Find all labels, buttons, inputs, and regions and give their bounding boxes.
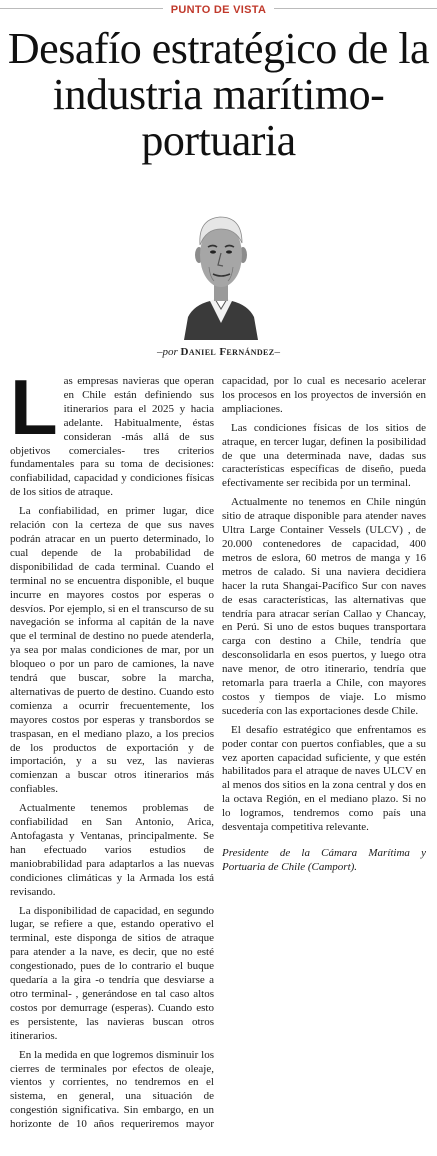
byline bbox=[0, 346, 437, 358]
author-signature: Presidente de la Cámara Marítima y Portuaria de Chile (Camport). bbox=[222, 847, 426, 873]
paragraph-7: Actualmente no tenemos en Chile ningún sitio de atraque disponible para atender naves Ultra Large Container Vessels (ULCV) , de 20.000 contenedores de capacidad, 400 metros de eslora, 60 metros de manga y 16 metros de calado. Si una naviera decidiera hacer la ruta Shangai-Pacífico Sur con naves de esas características, las alternativas que tendría para atracar serían Callao y Chancay, en Perú. Si uno de estos buques transportara carga con destino a Chile, tendría que desconsolidarla en esos puertos, y luego otra nave menor, de otro itinerario, tendría que retomarla para traerla a Chile, con mayores costos y tiempos de viaje. Lo mismo sucedería con las exportaciones desde Chile. bbox=[222, 496, 426, 717]
section-kicker bbox=[0, 0, 437, 18]
paragraph-8: El desafío estratégico que enfrentamos es poder contar con puertos confiables, que a su vez aporten capacidad suficiente, y que estén habilitados para el atraque de naves ULCV en al menos dos sitios en la zona central y dos en la octava Región, en el mediano plazo. Si no lo logramos, tendremos como país una desventaja competitiva relevante. bbox=[222, 723, 426, 834]
paragraph-4: La disponibilidad de capacidad, en segundo lugar, se refiere a que, estando operativo el terminal, este disponga de sitios de atraque para atender a la nave, es decir, que no esté congestionado, pues de lo contrario el buque quedaría a la gira -o tendría que desviarse a otro terminal- , generándose en tal caso altos costos por demurrage (esperas). Cuando esto es persistente, las navieras buscan otros itinerarios. bbox=[10, 904, 214, 1042]
section-label: PUNTO DE VISTA bbox=[163, 4, 274, 16]
paragraph-1: Las empresas navieras que operan en Chile están definiendo sus itinerarios para el 2025 y hacia adelante. Habitualmente, éstas consideran -más allá de sus objetivos comerciales- tres criterios fundamentales para su toma de decisiones: confiabilidad, capacidad y condiciones físicas de los sitios de atraque. bbox=[10, 363, 214, 499]
paragraph-5: En la medida en que logremos disminuir los cierres de terminales por efectos de oleaje, vientos y corrientes, no tendremos en el sistema, en general, una situación de congestión significativa. Sin embargo, en un horizonte de 10 años requeriremos mayor capacidad, por lo cual es necesario acelerar los procesos en los proyectos de inversión en ampliaciones. bbox=[10, 375, 426, 1131]
author-name: Daniel Fernández bbox=[180, 346, 275, 358]
article-body bbox=[10, 363, 426, 1145]
author-portrait bbox=[180, 205, 262, 340]
byline-prefix: –por bbox=[156, 346, 178, 358]
paragraph-6: Las condiciones físicas de los sitios de atraque, en tercer lugar, definen la posibilidad de que una determinada nave, dadas sus características específicas de diseño, pueda efectivamente ser recibida por un terminal. bbox=[222, 421, 426, 490]
paragraph-3: Actualmente tenemos problemas de confiabilidad en San Antonio, Arica, Antofagasta y Ventanas, principalmente. Se han efectuado varios estudios de maniobrabilidad para adaptarlos a las nuevas condiciones climáticas y la Armada los está revisando. bbox=[10, 802, 214, 898]
article-title: Desafío estratégico de la industria marítimo-portuaria bbox=[7, 24, 430, 165]
paragraph-2: La confiabilidad, en primer lugar, dice relación con la certeza de que sus naves podrán atracar en un puerto determinado, lo cual depende de la probabilidad de disponibilidad de cada terminal. Cuando el terminal no se encuentra disponible, el buque incurre en mayores costos por esperas o desvíos. Por ejemplo, si en el transcurso de su navegación se informa al capitán de la nave que el terminal de destino no puede atenderla, ya sea por malas condiciones de mar, por un bloqueo o por un paro de camiones, la nave tendrá que buscar, sobre la marcha, alternativas de puerto de destino. Cuando esto comienza a ocurrir frecuentemente, los mayores costos por esperas y transbordos se traspasan, en el mediano plazo, a los precios de los productos de exportación y de importación, y a su vez, las navieras comienzan a buscar otros itinerarios más confiables. bbox=[10, 505, 214, 796]
drop-cap: L bbox=[10, 363, 58, 451]
byline-suffix: – bbox=[274, 346, 281, 358]
